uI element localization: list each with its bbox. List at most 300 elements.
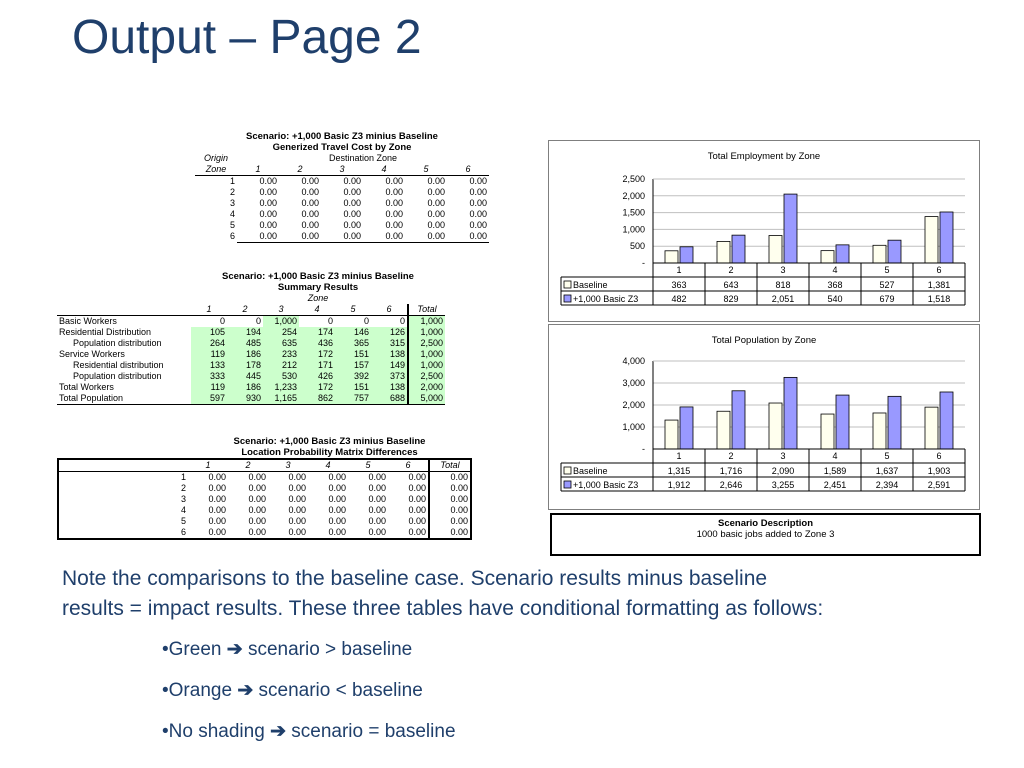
- note-line-1: Note the comparisons to the baseline case. Scenario results minus baseline: [62, 567, 768, 590]
- data-label: 2,090: [771, 466, 795, 476]
- table-cell: 0.00: [427, 176, 445, 186]
- legend-key: [564, 281, 571, 288]
- legend-label: Baseline: [573, 280, 608, 290]
- table-cell: 0.00: [363, 231, 405, 243]
- table-row: [57, 338, 445, 349]
- bar-baseline: [873, 413, 886, 449]
- table-cell: 0.00: [469, 209, 487, 219]
- column-header: 5: [348, 459, 388, 472]
- x-tick-label: 2: [728, 265, 734, 275]
- data-label: 368: [827, 280, 843, 290]
- table-cell: 126: [371, 327, 408, 338]
- bar-scenario: [784, 194, 797, 263]
- table-cell: 1,000: [408, 349, 445, 360]
- table-cell: 0.00: [268, 527, 308, 539]
- bar-scenario: [888, 396, 901, 449]
- table-cell: 757: [335, 393, 371, 405]
- data-label: 527: [879, 280, 895, 290]
- table-cell: 0.00: [429, 527, 471, 539]
- data-label: 2,451: [823, 480, 847, 490]
- data-label: 1,381: [927, 280, 951, 290]
- table-cell: 172: [299, 349, 335, 360]
- table-row: [58, 516, 471, 527]
- bullet-text: scenario < baseline: [258, 680, 423, 701]
- column-header: 5: [405, 164, 447, 176]
- table-cell: 0.00: [343, 220, 361, 230]
- table-cell: 0: [219, 316, 225, 326]
- bar-baseline: [925, 217, 938, 263]
- table-cell: 0.00: [208, 516, 226, 526]
- arrow-right-icon: ➔: [237, 680, 254, 701]
- table-cell: 0.00: [248, 483, 266, 493]
- table-row: [57, 349, 445, 360]
- table-cell: 0.00: [343, 187, 361, 197]
- bar-baseline: [769, 236, 782, 263]
- table-cell: 0.00: [427, 198, 445, 208]
- table-cell: 1,000: [408, 360, 445, 371]
- bar-scenario: [732, 391, 745, 449]
- table-row: [57, 371, 445, 382]
- table-cell: 436: [299, 338, 335, 349]
- y-tick-label: 1,500: [622, 207, 645, 218]
- bar-scenario: [680, 247, 693, 263]
- data-label: 2,646: [719, 480, 743, 490]
- table-cell: 2,000: [408, 382, 445, 393]
- table-cell: 0.00: [288, 516, 306, 526]
- table-cell: 0.00: [429, 483, 471, 494]
- bar-baseline: [821, 414, 834, 449]
- table-cell: 0.00: [469, 220, 487, 230]
- table-cell: 0.00: [259, 187, 277, 197]
- table-cell: 138: [371, 349, 408, 360]
- table-cell: 119: [191, 349, 227, 360]
- table-cell: 0.00: [447, 231, 489, 243]
- y-tick-label: -: [642, 444, 645, 454]
- data-label: 1,518: [927, 294, 951, 304]
- table-cell: 174: [299, 327, 335, 338]
- row-label: Residential distribution: [73, 360, 164, 370]
- table-cell: 1,165: [263, 393, 299, 405]
- table-cell: 0.00: [288, 472, 306, 482]
- table-subtitle: Location Probability Matrix Differences: [241, 447, 418, 458]
- x-tick-label: 4: [832, 451, 838, 461]
- row-zone: 5: [229, 220, 235, 230]
- table-cell: 138: [371, 382, 408, 393]
- table-cell: 2,500: [408, 338, 445, 349]
- table-cell: 0.00: [408, 494, 426, 504]
- arrow-right-icon: ➔: [226, 639, 243, 660]
- table-cell: 0.00: [469, 198, 487, 208]
- table-row: [58, 494, 471, 505]
- table-cell: 0.00: [259, 176, 277, 186]
- table-cell: 0.00: [328, 483, 346, 493]
- table-cell: 0.00: [259, 220, 277, 230]
- y-tick-label: -: [642, 258, 645, 268]
- data-label: 2,051: [771, 294, 795, 304]
- bar-scenario: [940, 392, 953, 449]
- row-label: Total Population: [57, 393, 191, 405]
- table-cell: 315: [371, 338, 408, 349]
- table-cell: 0.00: [469, 176, 487, 186]
- table-cell: 0.00: [288, 494, 306, 504]
- table-cell: 0.00: [248, 494, 266, 504]
- travel-cost-table: [195, 131, 489, 243]
- column-header: 4: [363, 164, 405, 176]
- column-header: 1: [237, 164, 279, 176]
- x-tick-label: 6: [936, 451, 942, 461]
- bullet-label: Orange: [168, 680, 233, 701]
- scenario-description-text: 1000 basic jobs added to Zone 3: [696, 529, 835, 540]
- table-cell: 0.00: [429, 505, 471, 516]
- scenario-description: [550, 513, 981, 556]
- table-cell: 133: [191, 360, 227, 371]
- table-cell: 0.00: [405, 231, 447, 243]
- table-cell: 0.00: [427, 220, 445, 230]
- table-cell: 485: [227, 338, 263, 349]
- column-header: 2: [227, 304, 263, 316]
- bar-scenario: [680, 407, 693, 449]
- table-cell: 0.00: [259, 209, 277, 219]
- x-tick-label: 1: [676, 451, 682, 461]
- table-cell: 0.00: [208, 505, 226, 515]
- table-cell: 0.00: [237, 231, 279, 243]
- destination-label: Destination Zone: [328, 153, 398, 163]
- table-cell: 0.00: [368, 494, 386, 504]
- y-tick-label: 3,000: [622, 378, 645, 388]
- column-header: 5: [335, 304, 371, 316]
- table-row: [195, 209, 489, 220]
- bullet-text: scenario = baseline: [291, 721, 456, 742]
- data-label: 1,912: [667, 480, 691, 490]
- table-cell: 0.00: [408, 516, 426, 526]
- y-tick-label: 4,000: [622, 356, 645, 366]
- data-label: 679: [879, 294, 895, 304]
- row-label: Population distribution: [73, 338, 162, 348]
- chart-title: Total Population by Zone: [711, 335, 817, 346]
- table-cell: 0.00: [248, 472, 266, 482]
- row-label: Basic Workers: [59, 316, 117, 326]
- x-tick-label: 2: [728, 451, 734, 461]
- table-cell: 0.00: [288, 483, 306, 493]
- table-cell: 1,000: [408, 327, 445, 338]
- data-label: 363: [671, 280, 687, 290]
- table-row: [195, 220, 489, 231]
- table-cell: 146: [335, 327, 371, 338]
- table-cell: 151: [335, 349, 371, 360]
- table-row: [57, 327, 445, 338]
- legend-key: [564, 295, 571, 302]
- bar-baseline: [665, 251, 678, 263]
- table-title: Scenario: +1,000 Basic Z3 minius Baseline: [222, 271, 414, 282]
- legend-key: [564, 467, 571, 474]
- table-row: [57, 360, 445, 371]
- table-cell: 333: [191, 371, 227, 382]
- table-cell: 0: [327, 316, 333, 326]
- table-cell: 0.00: [429, 472, 471, 484]
- bullet-label: No shading: [168, 721, 265, 742]
- table-cell: 194: [227, 327, 263, 338]
- table-row: [195, 231, 489, 243]
- bullet-orange: [162, 679, 423, 702]
- table-cell: 0.00: [259, 198, 277, 208]
- table-cell: 0.00: [301, 176, 319, 186]
- table-cell: 149: [371, 360, 408, 371]
- row-zone: 6: [229, 231, 235, 242]
- table-row: [57, 393, 445, 405]
- column-header: 2: [279, 164, 321, 176]
- table-row: [195, 187, 489, 198]
- table-cell: 0: [363, 316, 369, 326]
- table-cell: 0: [255, 316, 261, 326]
- column-header: 2: [228, 459, 268, 472]
- legend-key: [564, 481, 571, 488]
- table-cell: 151: [335, 382, 371, 393]
- table-cell: 392: [335, 371, 371, 382]
- table-title: Scenario: +1,000 Basic Z3 minius Baseline: [233, 436, 426, 447]
- table-subtitle: Summary Results: [277, 282, 359, 293]
- origin-label: Origin: [203, 153, 228, 163]
- table-cell: 157: [335, 360, 371, 371]
- row-zone: 5: [58, 516, 188, 527]
- table-cell: 0.00: [301, 220, 319, 230]
- y-tick-label: 500: [629, 241, 645, 252]
- x-tick-label: 3: [780, 265, 786, 275]
- table-cell: 0.00: [469, 187, 487, 197]
- column-header: 4: [308, 459, 348, 472]
- bar-scenario: [732, 235, 745, 263]
- table-cell: 0.00: [408, 505, 426, 515]
- table-cell: 0.00: [208, 494, 226, 504]
- table-cell: 186: [227, 382, 263, 393]
- table-cell: 862: [299, 393, 335, 405]
- table-cell: 0.00: [343, 176, 361, 186]
- table-cell: 0.00: [368, 516, 386, 526]
- row-label: Population distribution: [73, 371, 162, 381]
- column-header: 1: [191, 304, 227, 316]
- note-line-2: results = impact results. These three tables have conditional formatting as follows:: [62, 597, 824, 620]
- table-cell: 254: [263, 327, 299, 338]
- table-cell: 178: [227, 360, 263, 371]
- table-cell: 0.00: [301, 198, 319, 208]
- table-cell: 635: [263, 338, 299, 349]
- row-zone: 1: [58, 472, 188, 484]
- table-cell: 0.00: [385, 220, 403, 230]
- x-tick-label: 5: [884, 265, 890, 275]
- column-header: 3: [268, 459, 308, 472]
- data-label: 1,716: [719, 466, 743, 476]
- table-cell: 0.00: [408, 472, 426, 482]
- row-zone: 2: [229, 187, 235, 197]
- table-cell: 0.00: [368, 483, 386, 493]
- data-label: 829: [723, 294, 739, 304]
- table-cell: 0.00: [328, 494, 346, 504]
- bar-baseline: [769, 403, 782, 449]
- table-row: [58, 472, 471, 484]
- table-cell: 0.00: [279, 231, 321, 243]
- data-label: 643: [723, 280, 739, 290]
- data-label: 818: [775, 280, 791, 290]
- y-tick-label: 2,000: [622, 190, 645, 201]
- table-row: [57, 382, 445, 393]
- x-tick-label: 3: [780, 451, 786, 461]
- employment-chart: [548, 140, 980, 322]
- table-cell: 930: [227, 393, 263, 405]
- y-tick-label: 2,500: [622, 174, 645, 184]
- table-row: [195, 176, 489, 188]
- row-label: Residential Distribution: [59, 327, 152, 337]
- table-cell: 1,233: [263, 382, 299, 393]
- table-cell: 0.00: [328, 472, 346, 482]
- table-cell: 5,000: [408, 393, 445, 405]
- bullet-green: [162, 638, 412, 661]
- column-header: 6: [388, 459, 429, 472]
- column-header: 1: [188, 459, 228, 472]
- note-text: [62, 564, 1012, 624]
- bar-baseline: [717, 411, 730, 449]
- table-cell: 0.00: [348, 527, 388, 539]
- population-chart: [548, 324, 980, 510]
- bar-baseline: [717, 241, 730, 263]
- y-tick-label: 2,000: [622, 400, 645, 410]
- column-header: Total: [408, 304, 445, 316]
- column-header: Total: [429, 459, 471, 472]
- table-cell: 0.00: [208, 483, 226, 493]
- table-cell: 1,000: [408, 316, 445, 328]
- page-title: Output – Page 2: [72, 11, 422, 64]
- table-cell: 0.00: [343, 209, 361, 219]
- table-cell: 445: [227, 371, 263, 382]
- column-header: 6: [371, 304, 408, 316]
- table-row: [58, 483, 471, 494]
- table-cell: 0.00: [188, 527, 228, 539]
- table-cell: 0.00: [427, 209, 445, 219]
- data-label: 1,589: [823, 466, 847, 476]
- bullet-no-shading: [162, 720, 456, 743]
- table-cell: 119: [191, 382, 227, 393]
- table-row: [58, 505, 471, 516]
- column-header: 4: [299, 304, 335, 316]
- bullet-label: Green: [168, 639, 222, 660]
- table-row: [57, 316, 445, 328]
- data-label: 540: [827, 294, 843, 304]
- table-cell: 0.00: [321, 231, 363, 243]
- table-cell: 0.00: [385, 198, 403, 208]
- bar-scenario: [836, 245, 849, 263]
- table-cell: 105: [191, 327, 227, 338]
- table-cell: 0.00: [301, 187, 319, 197]
- table-cell: 0.00: [343, 198, 361, 208]
- bar-scenario: [836, 395, 849, 449]
- zone-label: Zone: [195, 164, 237, 176]
- row-zone: 4: [58, 505, 188, 516]
- table-cell: 0.00: [388, 527, 429, 539]
- table-cell: 0: [399, 316, 405, 326]
- bar-scenario: [888, 240, 901, 263]
- bar-baseline: [873, 245, 886, 263]
- x-tick-label: 4: [832, 265, 838, 275]
- table-cell: 426: [299, 371, 335, 382]
- table-cell: 0.00: [288, 505, 306, 515]
- table-cell: 0.00: [385, 209, 403, 219]
- bar-scenario: [784, 377, 797, 449]
- y-tick-label: 1,000: [622, 422, 645, 432]
- table-cell: 0.00: [429, 516, 471, 527]
- table-cell: 171: [299, 360, 335, 371]
- column-header: 6: [447, 164, 489, 176]
- bar-baseline: [925, 407, 938, 449]
- table-cell: 0.00: [301, 209, 319, 219]
- data-label: 1,315: [667, 466, 691, 476]
- table-cell: 1,000: [263, 316, 299, 328]
- row-label: Total Workers: [59, 382, 114, 392]
- chart-title: Total Employment by Zone: [707, 151, 821, 162]
- table-cell: 0.00: [385, 176, 403, 186]
- bullet-text: scenario > baseline: [247, 639, 413, 660]
- x-tick-label: 6: [936, 265, 942, 275]
- arrow-right-icon: ➔: [270, 721, 286, 742]
- data-label: 2,591: [927, 480, 951, 490]
- table-cell: 373: [371, 371, 408, 382]
- y-tick-label: 1,000: [622, 224, 645, 235]
- table-cell: 0.00: [208, 472, 226, 482]
- table-cell: 233: [263, 349, 299, 360]
- bar-scenario: [940, 212, 953, 263]
- data-label: 1,903: [927, 466, 951, 476]
- table-cell: 0.00: [308, 527, 348, 539]
- table-cell: 2,500: [408, 371, 445, 382]
- row-zone: 4: [229, 209, 235, 219]
- legend-label: +1,000 Basic Z3: [573, 480, 639, 490]
- data-label: 3,255: [771, 480, 795, 490]
- zone-label: Zone: [307, 293, 329, 303]
- bullet-marker: •: [162, 639, 169, 660]
- table-cell: 264: [191, 338, 227, 349]
- population-chart-svg: [549, 325, 979, 509]
- scenario-description-heading: Scenario Description: [717, 518, 814, 529]
- row-zone: 2: [58, 483, 188, 494]
- table-cell: 688: [371, 393, 408, 405]
- column-header: 3: [263, 304, 299, 316]
- row-label: Service Workers: [59, 349, 125, 359]
- legend-label: +1,000 Basic Z3: [573, 294, 639, 304]
- x-tick-label: 5: [884, 451, 890, 461]
- table-cell: 0.00: [408, 483, 426, 493]
- table-cell: 0.00: [429, 494, 471, 505]
- column-header: 3: [321, 164, 363, 176]
- legend-label: Baseline: [573, 466, 608, 476]
- x-tick-label: 1: [676, 265, 682, 275]
- data-label: 482: [671, 294, 687, 304]
- table-cell: 212: [263, 360, 299, 371]
- table-cell: 0.00: [427, 187, 445, 197]
- bullet-marker: •: [162, 680, 169, 701]
- table-cell: 0.00: [248, 505, 266, 515]
- row-zone: 1: [229, 176, 235, 186]
- summary-results-table: [57, 271, 445, 405]
- table-cell: 597: [191, 393, 227, 405]
- table-cell: 0.00: [328, 505, 346, 515]
- table-subtitle: Generized Travel Cost by Zone: [272, 142, 412, 153]
- bar-baseline: [665, 420, 678, 449]
- row-zone: 3: [229, 198, 235, 208]
- table-row: [195, 198, 489, 209]
- row-zone: 3: [58, 494, 188, 505]
- employment-chart-svg: [549, 141, 979, 321]
- table-row: [58, 527, 471, 539]
- table-cell: 0.00: [328, 516, 346, 526]
- data-label: 2,394: [875, 480, 899, 490]
- table-cell: 0.00: [248, 516, 266, 526]
